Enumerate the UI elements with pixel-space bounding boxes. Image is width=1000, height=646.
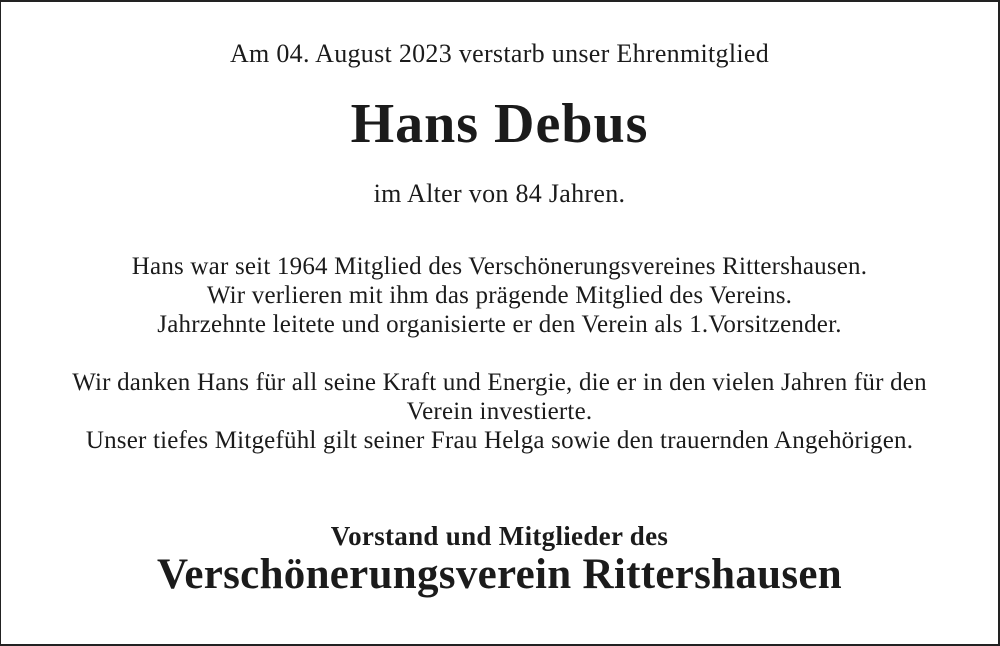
tribute-paragraph-line-1: Hans war seit 1964 Mitglied des Verschönerungsvereines Rittershausen.	[131, 253, 868, 280]
thanks-paragraph	[1, 368, 998, 455]
thanks-paragraph-line-1: Wir danken Hans für all seine Kraft und Energie, die er in den vielen Jahren für den	[72, 369, 927, 396]
death-date-line: Am 04. August 2023 verstarb unser Ehrenmitglied	[229, 39, 770, 68]
age-line: im Alter von 84 Jahren.	[373, 179, 626, 208]
tribute-paragraph	[1, 252, 998, 339]
thanks-paragraph-line-3: Unser tiefes Mitgefühl gilt seiner Frau Helga sowie den trauernden Angehörigen.	[85, 427, 914, 454]
deceased-name: Hans Debus	[350, 93, 649, 155]
thanks-paragraph-line-2: Verein investierte.	[406, 398, 593, 425]
tribute-paragraph-line-3: Jahrzehnte leitete und organisierte er den Verein als 1.Vorsitzender.	[157, 311, 842, 338]
signature-role-line: Vorstand und Mitglieder des	[330, 521, 669, 551]
tribute-paragraph-line-2: Wir verlieren mit ihm das prägende Mitglied des Vereins.	[206, 282, 793, 309]
signature-organization: Verschönerungsverein Rittershausen	[156, 551, 843, 598]
